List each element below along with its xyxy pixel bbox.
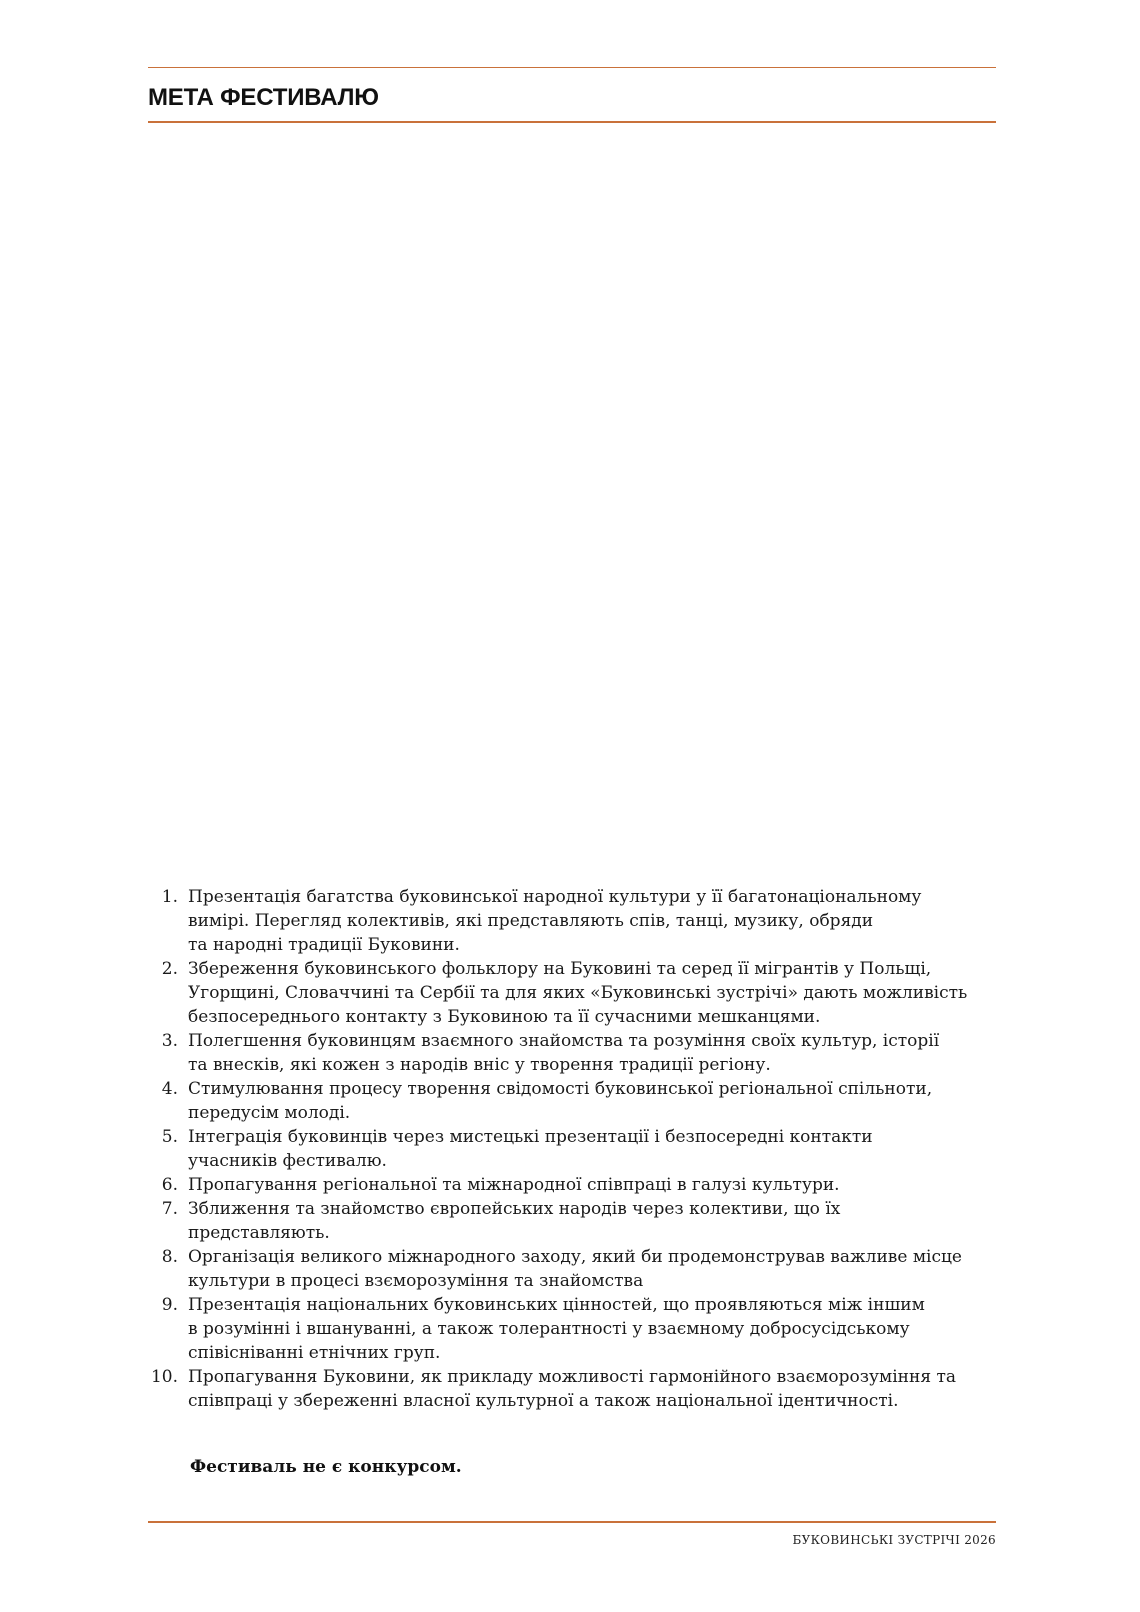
list-item-number: 7. [161,1199,178,1219]
list-item-number: 8. [161,1247,178,1267]
list-item [148,1125,1008,1173]
list-item-text: Презентація багатства буковинської народної культури у її багатонаціональному вимірі. Перегляд колективів, які представляють спів, танці, музику, обряди та народні традиції Буковини. [188,887,922,955]
list-item-text: Полегшення буковинцям взаємного знайомства та розуміння своїх культур, історії та внесків, які кожен з народів вніс у творення традиції регіону. [188,1031,940,1075]
list-item-number: 4. [161,1079,178,1099]
not-a-contest-note: Фестиваль не є конкурсом. [190,1457,462,1477]
list-item-text: Організація великого міжнародного заходу, який би продемонстрував важливе місце культури в процесі взєморозуміння та знайомства [188,1247,962,1291]
list-item [148,1173,1008,1197]
list-item [148,1365,1008,1413]
list-item [148,885,1008,957]
list-item-text: Пропагування Буковини, як прикладу можливості гармонійного взаєморозуміння та співпраці у збереженні власної культурної а також національної ідентичності. [188,1367,956,1411]
list-item-number: 3. [161,1031,178,1051]
title-underline [148,121,996,123]
list-item-number: 6. [161,1175,178,1195]
list-item [148,957,1008,1029]
list-item-number: 5. [161,1127,178,1147]
goals-list [148,885,1008,1413]
list-item [148,1029,1008,1077]
list-item [148,1293,1008,1365]
list-item [148,1077,1008,1125]
list-item-number: 10. [150,1367,178,1387]
top-divider [148,67,996,68]
list-item-text: Пропагування регіональної та міжнародної співпраці в галузі культури. [188,1175,840,1195]
list-item-number: 1. [161,887,178,907]
list-item-text: Інтеграція буковинців через мистецькі презентації і безпосередні контакти учасників фестивалю. [188,1127,873,1171]
list-item [148,1245,1008,1293]
footer-divider [148,1521,996,1523]
list-item-text: Презентація національних буковинських цінностей, що проявляються між іншим в розумінні і вшануванні, а також толерантності у взаємному добросусідському співісніванні етнічних груп. [188,1295,925,1363]
list-item-text: Збереження буковинського фольклору на Буковині та серед її мігрантів у Польщі, Угорщині, Словаччині та Сербії та для яких «Буковинські зустрічі» дають можливість безпосереднього контакту з Буковиною та її сучасними мешканцями. [188,959,968,1027]
footer-text: БУКОВИНСЬКІ ЗУСТРІЧІ 2026 [792,1533,996,1547]
list-item-text: Стимулювання процесу творення свідомості буковинської регіональної спільноти, передусім молоді. [188,1079,933,1123]
list-item-number: 2. [161,959,178,979]
list-item [148,1197,1008,1245]
list-item-number: 9. [161,1295,178,1315]
page-title: МЕТА ФЕСТИВАЛЮ [148,84,379,111]
list-item-text: Зближення та знайомство європейських народів через колективи, що їх представляють. [188,1199,841,1243]
